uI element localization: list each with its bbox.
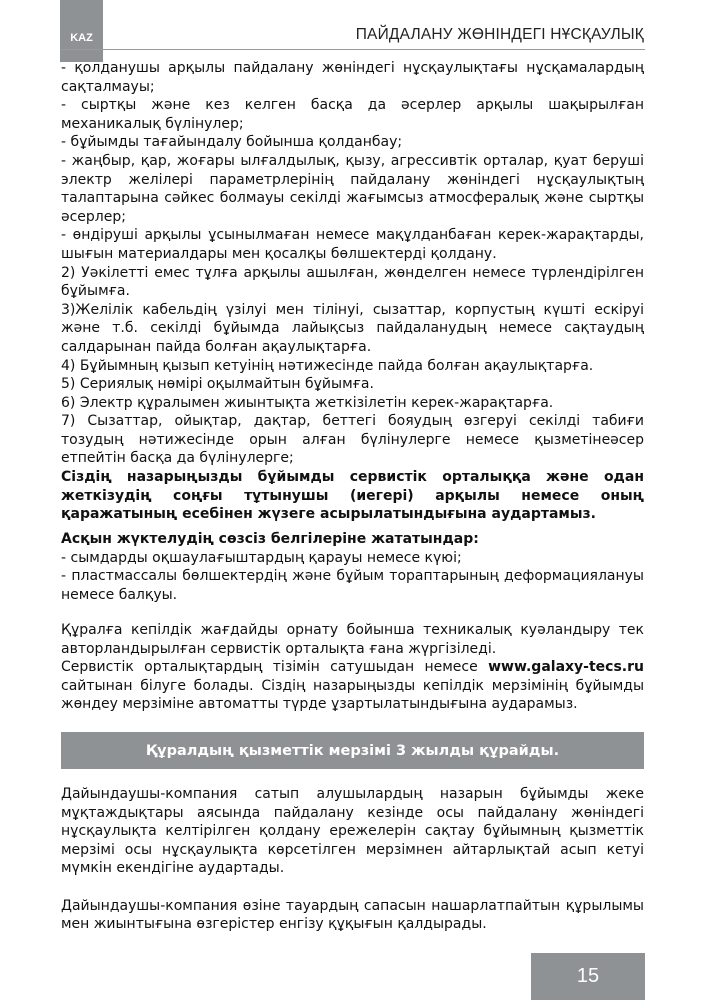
list-item: - жаңбыр, қар, жоғары ылғалдылық, қызу, агрессивтік орталар, қуат беруші электр желілері параметрлерінің пайдалану жөніндегі нұсқаулықтың талаптарына сәйкес болмауы секілді жағымсыз атмосфералық және сыртқы әсерлер; bbox=[61, 152, 644, 225]
website-link[interactable]: www.galaxy-tecs.ru bbox=[488, 659, 644, 676]
list-item: - өндіруші арқылы ұсынылмаған немесе мақұлданбаған керек-жарақтарды, шығын материалдары мен қосалқы бөлшектерді қолдану. bbox=[61, 227, 644, 262]
language-tab: KAZ bbox=[60, 0, 103, 62]
page-number: 15 bbox=[531, 953, 645, 1000]
overload-heading: Асқын жүктелудің сөзсіз белгілеріне жататындар: bbox=[61, 531, 479, 547]
overload-section bbox=[61, 530, 644, 604]
list-item: 6) Электр құралымен жиынтықта жеткізілетін керек-жарақтарға. bbox=[61, 394, 554, 411]
warranty-paragraph: Құралға кепілдік жағдайды орнату бойынша техникалық куәландыру тек авторландырылған сервистік орталықта ғана жүргізіледі. bbox=[61, 622, 644, 657]
list-item: 2) Уәкілетті емес тұлға арқылы ашылған, жөнделген немесе түрлендірілген бұйымға. bbox=[61, 264, 644, 300]
bold-notice: Сіздің назарыңызды бұйымды сервистік орталыққа және одан жеткізудің соңғы тұтынушы (иегері) арқылы немесе оның қаражатының есебінен жүзеге асырылатындығына аудартамыз. bbox=[61, 469, 644, 523]
service-paragraph: Дайындаушы-компания өзіне тауардың сапасын нашарлатпайтын құрылымы мен жиынтығына өзгерістер енгізу құқығын қалдырады. bbox=[61, 897, 644, 933]
list-item: - қолданушы арқылы пайдалану жөніндегі нұсқаулықтағы нұсқамалардың сақталмауы; bbox=[61, 60, 644, 95]
text-span: Сервистік орталықтардың тізімін сатушыдан немесе bbox=[61, 659, 489, 676]
list-item: 5) Сериялық нөмірі оқылмайтын бұйымға. bbox=[61, 376, 374, 393]
list-item: 3)Желілік кабельдің үзілуі мен тілінуі, сызаттар, корпустың күшті ескіруі және т.б. секілді бұйымда лайықсыз пайдаланудың немесе сақтаудың салдарынан пайда болған ақаулықтарға. bbox=[61, 301, 644, 355]
list-item: 7) Сызаттар, ойықтар, дақтар, беттегі бояудың өзгеруі секілді табиғи тозудың нәтижесінде орын алған бүлінулерге немесе қызметінеәсер етпейтін басқа да бүлінулерге; bbox=[61, 413, 644, 467]
list-item: 4) Бұйымның қызып кетуінің нәтижесінде пайда болған ақаулықтарға. bbox=[61, 357, 594, 374]
list-item: - сымдарды оқшаулағыштардың қарауы немесе күюі; bbox=[61, 549, 462, 566]
warranty-exclusions-section bbox=[61, 59, 644, 524]
warranty-section bbox=[61, 621, 644, 714]
list-item: - бұйымды тағайындалу бойынша қолданбау; bbox=[61, 134, 403, 151]
list-item: - сыртқы және кез келген басқа да әсерлер арқылы шақырылған механикалық бүлінулер; bbox=[61, 97, 644, 132]
text-span: сайтынан білуге болады. Сіздің назарыңызды кепілдік мерзімінің бұйымды жөндеу мерзіміне автоматты түрде ұзартылатындығына аударамыз. bbox=[61, 677, 644, 713]
service-section bbox=[61, 785, 644, 934]
service-paragraph: Дайындаушы-компания сатып алушылардың назарын бұйымды жеке мұқтаждықтары аясында пайдалану кезінде осы пайдалану жөніндегі нұсқаулықта келтірілген қолдану ережелерін сақтау бұйымның қызметтік мерзімі осы нұсқаулықта көрсетілген мерзімнен айтарлықтай асып кетуі мүмкін екендігіне аудартады. bbox=[61, 786, 644, 877]
service-life-banner: Құралдың қызметтік мерзімі 3 жылды құрайды. bbox=[61, 732, 644, 769]
header-divider bbox=[60, 49, 645, 50]
page-header-title: ПАЙДАЛАНУ ЖӨНІНДЕГІ НҰСҚАУЛЫҚ bbox=[355, 26, 644, 43]
list-item: - пластмассалы бөлшектердің және бұйым торaптарының деформациялануы немесе балқуы. bbox=[61, 568, 644, 603]
warranty-paragraph bbox=[61, 658, 644, 714]
